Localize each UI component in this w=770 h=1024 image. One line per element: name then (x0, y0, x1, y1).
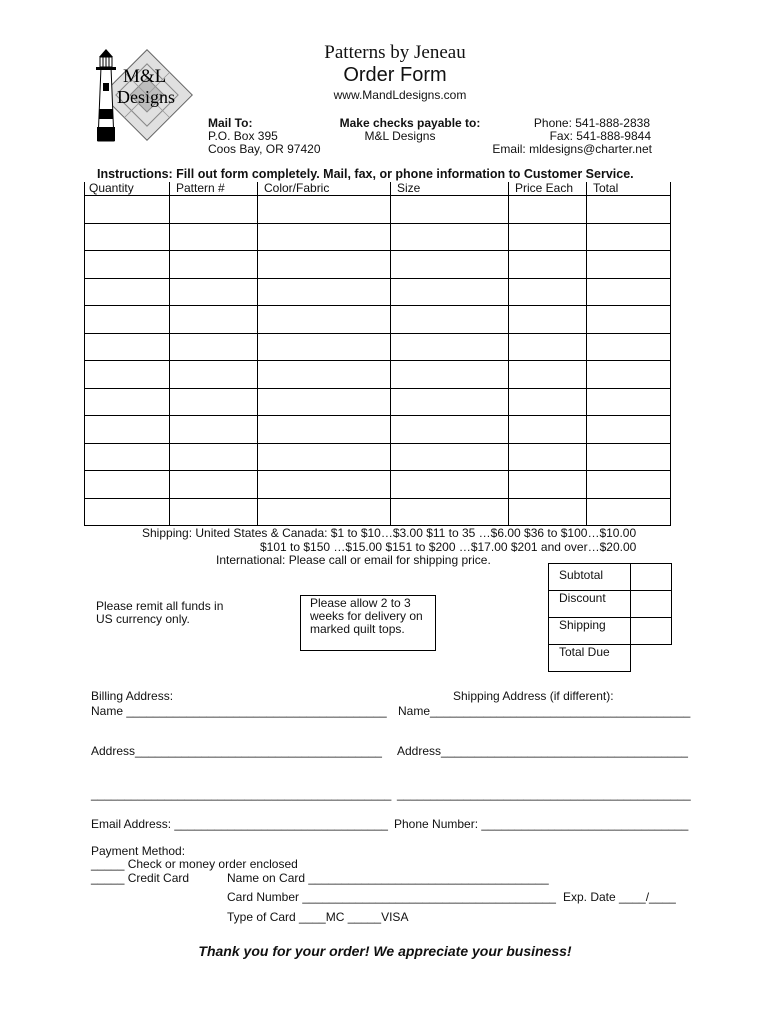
cell-color-fabric[interactable] (258, 196, 391, 224)
cell-pattern[interactable] (170, 388, 258, 416)
payment-check-option[interactable]: _____ Check or money order enclosed (91, 857, 298, 871)
cell-quantity[interactable] (85, 251, 170, 279)
billing-address2-field[interactable]: _____________________________________________ (91, 787, 392, 801)
cell-color-fabric[interactable] (258, 471, 391, 499)
table-row (85, 361, 671, 389)
col-quantity: Quantity (85, 182, 170, 196)
cell-size[interactable] (391, 498, 509, 526)
table-row (85, 443, 671, 471)
cell-size[interactable] (391, 333, 509, 361)
total-due-label: Total Due (549, 645, 631, 672)
shipping-label: Shipping (549, 618, 631, 645)
cell-total[interactable] (587, 361, 671, 389)
name-on-card-field[interactable]: Name on Card ____________________________________ (227, 871, 549, 885)
cell-pattern[interactable] (170, 196, 258, 224)
discount-row (549, 591, 672, 618)
cell-pattern[interactable] (170, 498, 258, 526)
cell-total[interactable] (587, 333, 671, 361)
card-type-field[interactable]: Type of Card ____MC _____VISA (227, 910, 409, 924)
shipping-international: International: Please call or email for shipping price. (216, 553, 491, 567)
cell-size[interactable] (391, 196, 509, 224)
col-pattern: Pattern # (170, 182, 258, 196)
brand-name: Patterns by Jeneau (324, 42, 466, 63)
discount-value-field[interactable] (631, 591, 672, 618)
cell-quantity[interactable] (85, 498, 170, 526)
website: www.MandLdesigns.com (333, 88, 467, 102)
table-header-row (85, 182, 671, 196)
cell-size[interactable] (391, 471, 509, 499)
checks-label: Make checks payable to: (339, 116, 481, 130)
cell-color-fabric[interactable] (258, 306, 391, 334)
cell-size[interactable] (391, 361, 509, 389)
cell-color-fabric[interactable] (258, 416, 391, 444)
remit-note-line1: Please remit all funds in (96, 599, 224, 613)
cell-quantity[interactable] (85, 388, 170, 416)
shipping-address2-field[interactable]: ____________________________________________ (397, 787, 691, 801)
cell-size[interactable] (391, 223, 509, 251)
cell-total[interactable] (587, 471, 671, 499)
discount-label: Discount (549, 591, 631, 618)
shipping-row (549, 618, 672, 645)
cell-total[interactable] (587, 251, 671, 279)
shipping-address-heading: Shipping Address (if different): (453, 689, 614, 703)
cell-quantity[interactable] (85, 333, 170, 361)
thank-you-message: Thank you for your order! We appreciate your business! (198, 943, 572, 959)
totals-table (548, 563, 672, 672)
cell-color-fabric[interactable] (258, 333, 391, 361)
total-due-row (549, 645, 672, 672)
cell-price-each[interactable] (509, 361, 587, 389)
table-row (85, 223, 671, 251)
cell-total[interactable] (587, 278, 671, 306)
billing-heading: Billing Address: (91, 689, 174, 703)
cell-pattern[interactable] (170, 251, 258, 279)
order-table (84, 182, 671, 526)
payment-heading: Payment Method: (91, 844, 186, 858)
cell-size[interactable] (391, 388, 509, 416)
cell-size[interactable] (391, 251, 509, 279)
cell-pattern[interactable] (170, 443, 258, 471)
delivery-note-line2: weeks for delivery on (310, 609, 423, 623)
table-row (85, 251, 671, 279)
table-row (85, 498, 671, 526)
cell-size[interactable] (391, 306, 509, 334)
subtotal-value-field[interactable] (631, 564, 672, 591)
cell-price-each[interactable] (509, 416, 587, 444)
cell-total[interactable] (587, 223, 671, 251)
billing-email-field[interactable]: Email Address: ________________________________ (91, 817, 388, 831)
cell-size[interactable] (391, 443, 509, 471)
cell-price-each[interactable] (509, 333, 587, 361)
mail-to-line1: P.O. Box 395 (208, 129, 278, 143)
table-row (85, 196, 671, 224)
cell-price-each[interactable] (509, 306, 587, 334)
cell-price-each[interactable] (509, 471, 587, 499)
phone-number-field[interactable]: Phone Number: _______________________________ (394, 817, 689, 831)
cell-total[interactable] (587, 388, 671, 416)
delivery-note-box (300, 595, 436, 651)
col-total: Total (587, 182, 671, 196)
form-title: Order Form (343, 64, 447, 86)
contact-phone: Phone: 541-888-2838 (533, 116, 650, 130)
cell-size[interactable] (391, 416, 509, 444)
col-size: Size (391, 182, 509, 196)
contact-fax: Fax: 541-888-9844 (549, 129, 651, 143)
checks-payee: M&L Designs (364, 129, 436, 143)
billing-address-field[interactable]: Address_____________________________________ (91, 744, 382, 758)
shipping-rates-line2: $101 to $150 …$15.00 $151 to $200 …$17.00 $201 and over…$20.00 (260, 540, 637, 554)
mail-to-line2: Coos Bay, OR 97420 (208, 142, 321, 156)
shipping-rates-line1: Shipping: United States & Canada: $1 to $10…$3.00 $11 to 35 …$6.00 $36 to $100…$10.00 (142, 526, 637, 540)
cell-total[interactable] (587, 196, 671, 224)
cell-quantity[interactable] (85, 471, 170, 499)
cell-quantity[interactable] (85, 223, 170, 251)
cell-quantity[interactable] (85, 416, 170, 444)
table-row (85, 306, 671, 334)
cell-price-each[interactable] (509, 443, 587, 471)
cell-quantity[interactable] (85, 306, 170, 334)
cell-price-each[interactable] (509, 278, 587, 306)
delivery-note-line3: marked quilt tops. (310, 622, 405, 636)
table-row (85, 388, 671, 416)
cell-quantity[interactable] (85, 443, 170, 471)
billing-name-field[interactable]: Name _______________________________________ (91, 704, 387, 718)
cell-pattern[interactable] (170, 471, 258, 499)
shipping-address-field[interactable]: Address_____________________________________ (397, 744, 688, 758)
payment-credit-option[interactable]: _____ Credit Card (91, 871, 190, 885)
cell-price-each[interactable] (509, 251, 587, 279)
cell-price-each[interactable] (509, 196, 587, 224)
cell-pattern[interactable] (170, 223, 258, 251)
instructions: Instructions: Fill out form completely. Mail, fax, or phone information to Customer Service. (97, 167, 634, 181)
cell-pattern[interactable] (170, 306, 258, 334)
cell-pattern[interactable] (170, 416, 258, 444)
total-due-value-field[interactable] (631, 645, 672, 672)
cell-size[interactable] (391, 278, 509, 306)
subtotal-row (549, 564, 672, 591)
cell-price-each[interactable] (509, 498, 587, 526)
subtotal-label: Subtotal (549, 564, 631, 591)
cell-price-each[interactable] (509, 388, 587, 416)
cell-total[interactable] (587, 416, 671, 444)
logo-text-ml: M&L (123, 66, 167, 87)
table-row (85, 471, 671, 499)
table-row (85, 278, 671, 306)
cell-quantity[interactable] (85, 361, 170, 389)
cell-quantity[interactable] (85, 278, 170, 306)
logo-text-designs: Designs (117, 87, 175, 107)
card-number-field[interactable]: Card Number ______________________________________ (227, 890, 556, 904)
cell-total[interactable] (587, 498, 671, 526)
cell-total[interactable] (587, 443, 671, 471)
remit-note-line2: US currency only. (96, 612, 190, 626)
shipping-name-field[interactable]: Name_______________________________________ (398, 704, 691, 718)
cell-pattern[interactable] (170, 361, 258, 389)
table-row (85, 416, 671, 444)
cell-color-fabric[interactable] (258, 251, 391, 279)
delivery-note-line1: Please allow 2 to 3 (310, 596, 411, 610)
cell-price-each[interactable] (509, 223, 587, 251)
cell-pattern[interactable] (170, 278, 258, 306)
cell-color-fabric[interactable] (258, 388, 391, 416)
cell-color-fabric[interactable] (258, 223, 391, 251)
col-price-each: Price Each (509, 182, 587, 196)
contact-email: Email: mldesigns@charter.net (492, 142, 652, 156)
cell-quantity[interactable] (85, 196, 170, 224)
cell-pattern[interactable] (170, 333, 258, 361)
cell-color-fabric[interactable] (258, 443, 391, 471)
mail-to-label: Mail To: (208, 116, 253, 130)
cell-color-fabric[interactable] (258, 498, 391, 526)
cell-total[interactable] (587, 306, 671, 334)
shipping-value-field[interactable] (631, 618, 672, 645)
cell-color-fabric[interactable] (258, 361, 391, 389)
exp-date-field[interactable]: Exp. Date ____/____ (563, 890, 676, 904)
cell-color-fabric[interactable] (258, 278, 391, 306)
table-row (85, 333, 671, 361)
col-color-fabric: Color/Fabric (258, 182, 391, 196)
